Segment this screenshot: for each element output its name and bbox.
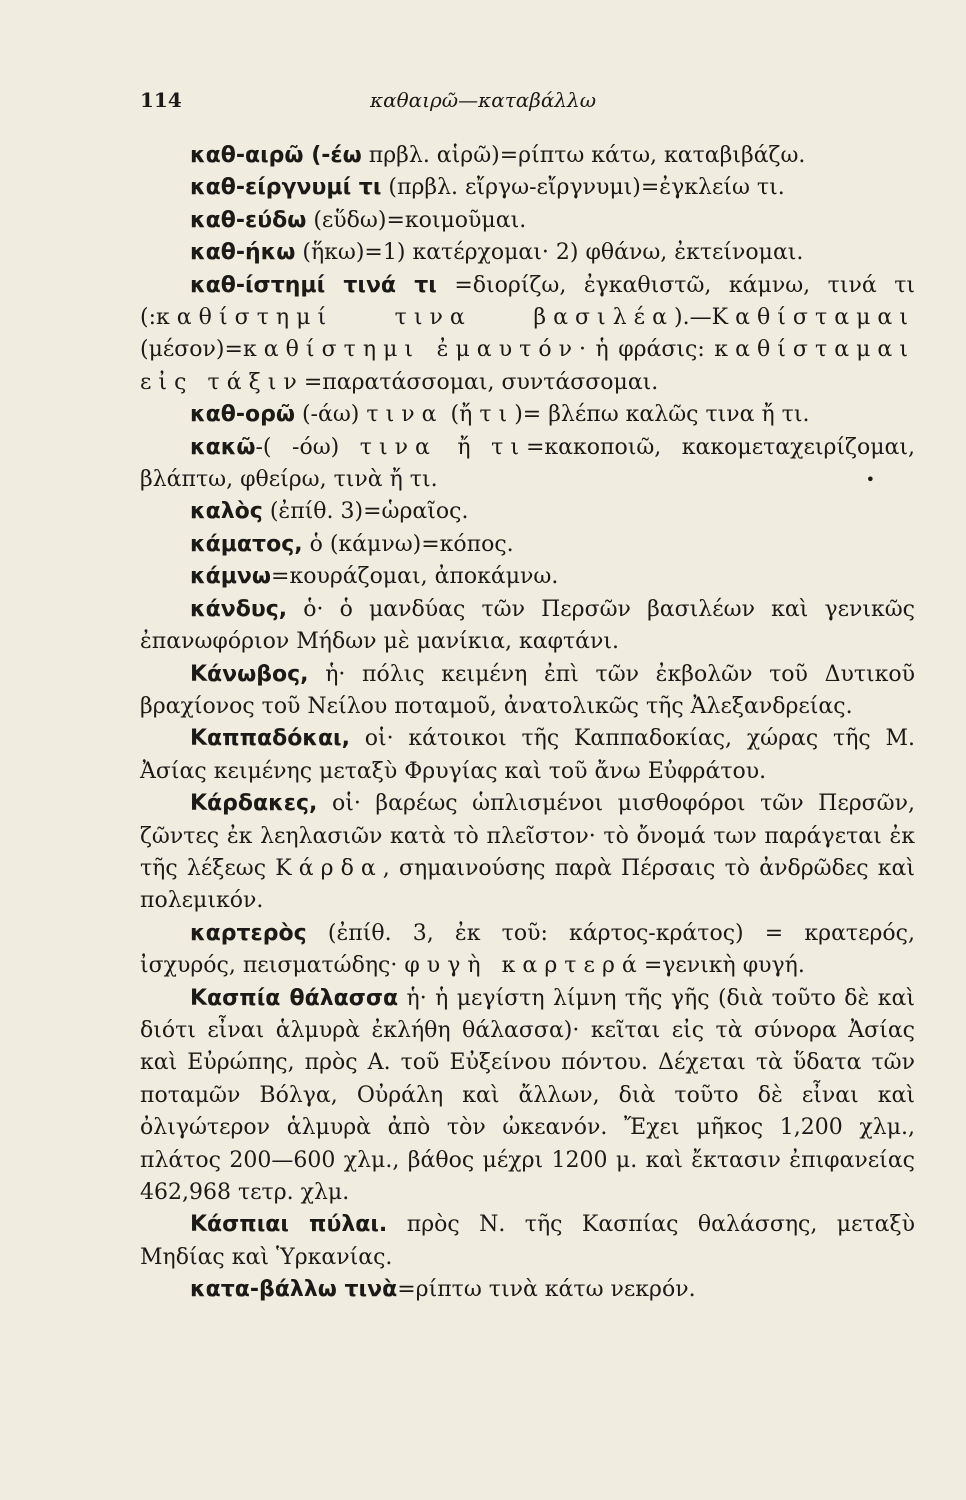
definition-cont: =κακοποιῶ, κακομεταχειρίζομαι, βλάπτω, φθείρω, τινὰ ἤ τι. bbox=[140, 434, 915, 493]
entry-katheirgnymi bbox=[140, 172, 915, 204]
page-number: 114 bbox=[140, 88, 182, 112]
spaced-example: τι bbox=[479, 402, 515, 428]
definition-cont: (μέσον)= bbox=[140, 337, 243, 363]
entry-kathairo bbox=[140, 140, 915, 172]
definition: =διορίζω, ἐγκαθιστῶ, κάμνω, τινά τι (: bbox=[140, 272, 915, 331]
definition-cont: =παρατάσσομαι, συντάσσομαι. bbox=[303, 369, 659, 395]
page-header bbox=[140, 88, 826, 118]
entry-katheudo bbox=[140, 205, 915, 237]
entry-kathoro bbox=[140, 399, 915, 431]
definition: (εὕδω)=κοιμοῦμαι. bbox=[306, 207, 527, 233]
definition: ἡ· πόλις κειμένη ἐπὶ τῶν ἐκβολῶν τοῦ Δυτικοῦ βραχίονος τοῦ Νείλου ποταμοῦ, ἀνατολικῶς τῆς Ἀλεξανδρείας. bbox=[140, 661, 915, 719]
entry-kamatos bbox=[140, 529, 915, 561]
headword: Κάσπιαι πύλαι. bbox=[190, 1212, 388, 1238]
spaced-example: Κάρδα bbox=[275, 855, 383, 881]
definition: -( -όω) bbox=[255, 434, 360, 460]
definition: πρβλ. αἱρῶ)=ρίπτω κάτω, καταβιβάζω. bbox=[361, 143, 806, 168]
spaced-example: τινα bbox=[359, 434, 437, 460]
definition-cont: (ἤ bbox=[443, 402, 480, 428]
definition: =κουράζομαι, ἀποκάμνω. bbox=[271, 564, 559, 590]
headword: καθ-ίστημί τινά τι bbox=[190, 272, 437, 298]
headword: κάμνω bbox=[190, 564, 272, 590]
definition: ἡ· ἡ μεγίστη λίμνη τῆς γῆς (διὰ τοῦτο δὲ καὶ διότι εἶναι ἁλμυρὰ ἐκλήθη θάλασσα)· κεῖται εἰς τὰ σύνορα Ἀσίας καὶ Εὐρώπης, πρὸς Α. τοῦ Εὐξείνου πόντου. Δέχεται τὰ ὕδατα τῶν ποταμῶν Βόλγα, Οὐράλη καὶ ἄλλων, διὰ τοῦτο δὲ εἶναι καὶ ὀλιγώτερον ἁλμυρὰ ἀπὸ τὸν ὠκεανόν. Ἔχει μῆκος 1,200 χλμ., πλάτος 200—600 χλμ., βάθος μέχρι 1200 μ. καὶ ἔκτασιν ἐπιφανείας 462,968 τετρ. χλμ. bbox=[140, 985, 915, 1205]
spaced-example: τινα bbox=[366, 402, 444, 428]
bullet-mark-icon: • bbox=[865, 469, 875, 489]
spaced-example: φυγὴ καρτερά bbox=[404, 953, 644, 979]
definition: (ἐπίθ. 3, ἐκ τοῦ: κάρτος-κράτος) = κρατερός, ἰσχυρός, πεισματώδης· bbox=[140, 920, 915, 979]
definition: οἱ· βαρέως ὡπλισμένοι μισθοφόροι τῶν Περσῶν, ζῶντες ἐκ λεηλασιῶν κατὰ τὸ πλεῖστον· τὸ ὄνομά των παράγεται ἐκ τῆς λέξεως bbox=[140, 791, 915, 881]
running-head: καθαιρῶ—καταβάλλω bbox=[370, 88, 596, 112]
entry-kardakes bbox=[140, 788, 915, 918]
definition-cont: , σημαινούσης παρὰ Πέρσαις τὸ ἀνδρῶδες καὶ πολεμικόν. bbox=[140, 855, 915, 914]
definition: ὁ· ὁ μανδύας τῶν Περσῶν βασιλέων καὶ γενικῶς ἐπανωφόριον Μήδων μὲ μανίκια, καφτάνι. bbox=[140, 596, 915, 655]
headword: Κάνωβος, bbox=[190, 661, 309, 687]
entry-kako bbox=[140, 432, 915, 497]
headword: καθ-ήκω bbox=[190, 240, 296, 266]
entry-katheko bbox=[140, 237, 915, 269]
definition-cont: )= βλέπω καλῶς τινα ἤ τι. bbox=[514, 402, 810, 428]
headword: καθ-ορῶ bbox=[190, 402, 295, 428]
headword: κάματος, bbox=[190, 531, 303, 557]
headword: καθ-είργνυμί τι bbox=[190, 175, 382, 201]
definition-cont: =γενικὴ φυγή. bbox=[643, 953, 805, 979]
headword: καλὸς bbox=[190, 499, 263, 525]
definition: πρὸς Ν. τῆς Κασπίας θαλάσσης, μεταξὺ Μηδίας καὶ Ὑρκανίας. bbox=[140, 1212, 916, 1270]
headword: καθ-αιρῶ (-έω bbox=[190, 143, 362, 168]
entry-kalos bbox=[140, 496, 915, 528]
headword: Κάρδακες, bbox=[190, 791, 318, 817]
definition-cont: ἤ bbox=[436, 434, 492, 460]
definition: =ρίπτω τινὰ κάτω νεκρόν. bbox=[397, 1277, 696, 1303]
definition-cont: ).— bbox=[674, 305, 712, 331]
entry-karteros bbox=[140, 918, 915, 983]
entry-kaspiai-pylai bbox=[140, 1209, 915, 1274]
entry-kamno bbox=[140, 561, 915, 593]
entry-kandys bbox=[140, 594, 915, 659]
headword: Κασπία θάλασσα bbox=[190, 985, 399, 1011]
definition-cont: · ἡ φράσις: bbox=[579, 337, 715, 363]
definition: (ἥκω)=1) κατέρχομαι· 2) φθάνω, ἐκτείνομαι. bbox=[295, 240, 804, 266]
spaced-example: Καθίσταμαι bbox=[711, 305, 915, 331]
definition: οἱ· κάτοικοι τῆς Καππαδοκίας, χώρας τῆς Μ. Ἀσίας κειμένης μεταξὺ Φρυγίας καὶ τοῦ ἄνω Εὐφράτου. bbox=[140, 726, 915, 784]
entries-list bbox=[140, 140, 915, 1307]
spaced-example: καθίστημι ἐμαυτόν bbox=[242, 337, 580, 363]
headword: κακῶ bbox=[190, 434, 256, 460]
spaced-example: τι bbox=[491, 434, 526, 460]
entry-kaspia-thalassa bbox=[140, 983, 915, 1210]
headword: καθ-εύδω bbox=[190, 207, 307, 233]
definition: ὁ (κάμνω)=κόπος. bbox=[302, 531, 514, 557]
headword: Καππαδόκαι, bbox=[190, 726, 350, 752]
entry-kappadokai bbox=[140, 723, 915, 788]
definition: (-άω) bbox=[294, 402, 367, 428]
headword: καρτερὸς bbox=[190, 920, 307, 946]
entry-katavallo bbox=[140, 1274, 915, 1306]
headword: κάνδυς, bbox=[190, 596, 288, 622]
spaced-example: καθίστημί τινα βασιλέα bbox=[156, 305, 675, 331]
entry-kathistemi bbox=[140, 270, 915, 400]
definition: (ἐπίθ. 3)=ὡραῖος. bbox=[262, 499, 469, 525]
definition: (πρβλ. εἴργω-εἴργνυμι)=ἐγκλείω τι. bbox=[381, 175, 785, 201]
headword: κατα-βάλλω τινὰ bbox=[190, 1277, 398, 1303]
entry-kanobos bbox=[140, 659, 915, 724]
spaced-example: καθίσταμαι εἰς τάξιν bbox=[140, 337, 915, 395]
